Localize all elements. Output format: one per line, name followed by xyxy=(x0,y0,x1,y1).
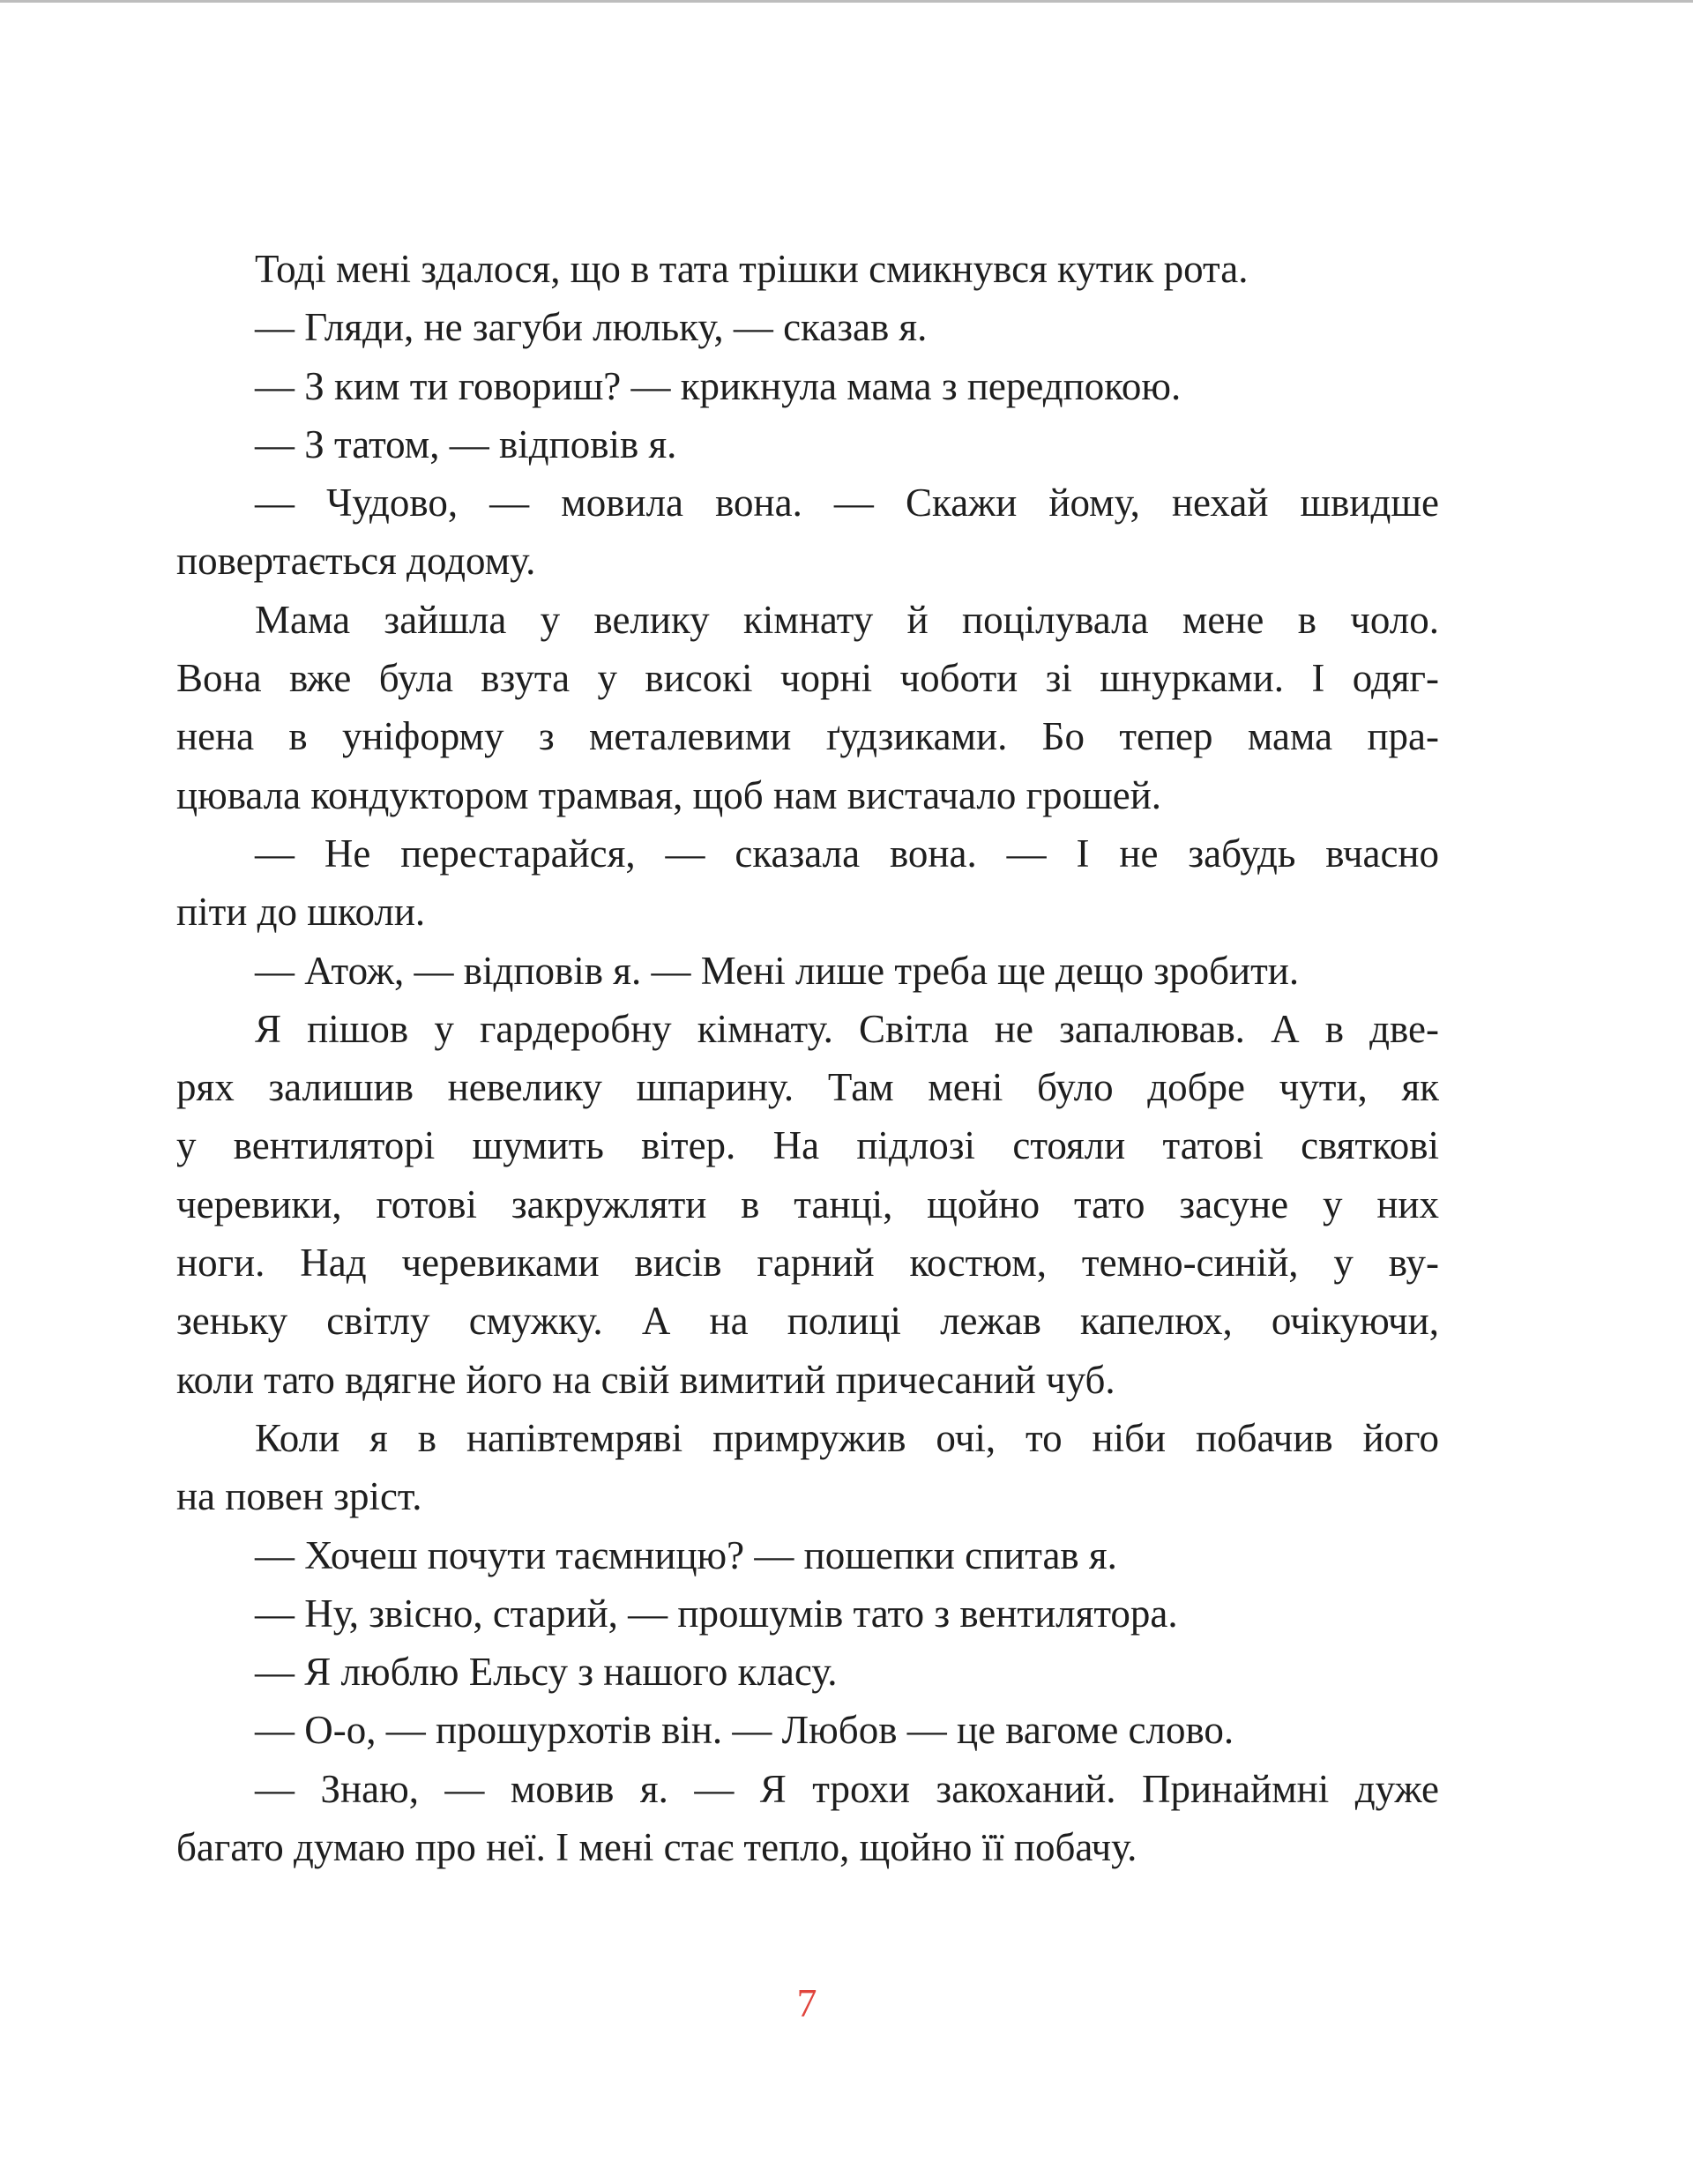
text-line: — З татом, — відповів я. xyxy=(255,421,677,466)
text-line: нена в уніформу з металевими ґудзиками. Бо тепер мама пра- xyxy=(176,714,1439,759)
paragraph xyxy=(176,298,1439,356)
page-number: 7 xyxy=(796,1980,817,2025)
text-line: — Хочеш почути таємницю? — пошепки спитав я. xyxy=(255,1532,1117,1577)
paragraph xyxy=(176,1643,1439,1701)
paragraph xyxy=(176,1409,1439,1526)
text-line: ноги. Над черевиками висів гарний костюм, темно-синій, у ву- xyxy=(176,1241,1439,1286)
paragraph xyxy=(176,942,1439,1000)
text-line: черевики, готові закружляти в танці, щойно тато засуне у них xyxy=(176,1181,1439,1226)
paragraph xyxy=(176,1701,1439,1759)
text-line: піти до школи. xyxy=(176,890,426,935)
paragraph xyxy=(176,1000,1439,1409)
paragraph xyxy=(176,1584,1439,1643)
paragraph xyxy=(176,415,1439,473)
paragraph xyxy=(176,357,1439,415)
text-line: — З ким ти говориш? — крикнула мама з передпокою. xyxy=(255,363,1182,408)
paragraph xyxy=(176,240,1439,298)
paragraph xyxy=(176,591,1439,824)
text-line: Вона вже була взута у високі чорні чоботи зі шнурками. І одяг- xyxy=(176,656,1439,701)
text-line: Я пішов у гардеробну кімнату. Світла не запалював. А в две- xyxy=(255,1006,1439,1051)
text-line: зеньку світлу смужку. А на полиці лежав капелюх, очікуючи, xyxy=(176,1299,1439,1344)
text-line: у вентиляторі шумить вітер. На підлозі стояли татові святкові xyxy=(176,1123,1439,1168)
paragraph xyxy=(176,1526,1439,1584)
text-line: — О-о, — прошурхотів він. — Любов — це вагоме слово. xyxy=(255,1708,1234,1753)
text-line: повертається додому. xyxy=(176,539,536,584)
text-line: коли тато вдягне його на свій вимитий причесаний чуб. xyxy=(176,1357,1115,1402)
text-line: — Атож, — відповів я. — Мені лише треба ще дещо зробити. xyxy=(255,948,1300,993)
text-line: на повен зріст. xyxy=(176,1474,422,1519)
text-line: — Не перестарайся, — сказала вона. — І не забудь вчасно xyxy=(255,831,1439,876)
text-line: цювала кондуктором трамвая, щоб нам вистачало грошей. xyxy=(176,772,1162,817)
text-line: багато думаю про неї. І мені стає тепло, щойно її побачу. xyxy=(176,1825,1137,1870)
text-line: — Ну, звісно, старий, — прошумів тато з вентилятора. xyxy=(255,1591,1178,1636)
text-line: рях залишив невелику шпарину. Там мені було добре чути, як xyxy=(176,1065,1439,1110)
text-line: Тоді мені здалося, що в тата трішки смикнувся кутик рота. xyxy=(255,247,1249,291)
body-text xyxy=(176,240,1439,1876)
paragraph xyxy=(176,473,1439,591)
text-line: — Чудово, — мовила вона. — Скажи йому, нехай швидше xyxy=(255,481,1439,526)
text-line: — Знаю, — мовив я. — Я трохи закоханий. Принаймні дуже xyxy=(255,1766,1439,1811)
text-line: Коли я в напівтемряві примружив очі, то ніби побачив його xyxy=(255,1415,1439,1460)
paragraph xyxy=(176,824,1439,942)
paragraph xyxy=(176,1760,1439,1877)
text-line: Мама зайшла у велику кімнату й поцілувала мене в чоло. xyxy=(255,597,1439,642)
text-line: — Я люблю Ельсу з нашого класу. xyxy=(255,1650,838,1695)
text-line: — Гляди, не загуби люльку, — сказав я. xyxy=(255,305,928,350)
top-border xyxy=(0,0,1693,3)
